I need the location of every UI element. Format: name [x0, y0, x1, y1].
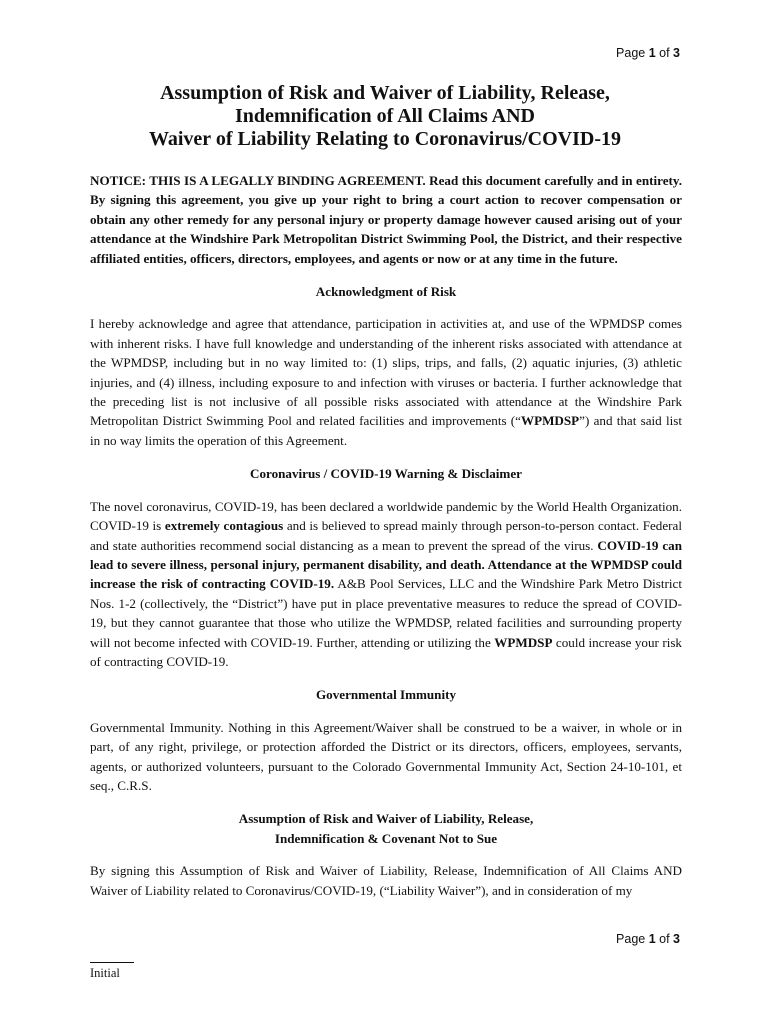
document-title — [60, 82, 710, 151]
initial-signature-line[interactable] — [90, 956, 134, 963]
paragraph-covid-warning: The novel coronavirus, COVID-19, has been declared a worldwide pandemic by the World Health Organization. COVID-19 is extremely contagious and is believed to spread mainly through person-to-person contact. Federal and state authorities recommend social distancing as a mean to prevent the spread of the virus. COVID-19 can lead to severe illness, personal injury, permanent disability, and death. Attendance at the WPMDSP could increase the risk of contracting COVID-19. A&B Pool Services, LLC and the Windshire Park Metro District Nos. 1-2 (collectively, the “District”) have put in place preventative measures to reduce the spread of COVID-19, but they cannot guarantee that those who utilize the WPMDSP, related facilities and surrounding property will not become infected with COVID-19. Further, attending or utilizing the WPMDSP could increase your risk of contracting COVID-19. — [90, 498, 682, 669]
heading-acknowledgment: Acknowledgment of Risk — [315, 284, 457, 300]
paragraph-governmental-immunity: Governmental Immunity. Nothing in this Agreement/Waiver shall be construed to be a waiver, in whole or in part, of any right, privilege, or protection afforded the District or its directors, officers, employees, servants, agents, or authorized volunteers, pursuant to the Colorado Governmental Immunity Act, Section 24-10-101, et seq., C.R.S. — [90, 719, 682, 793]
legal-notice: NOTICE: THIS IS A LEGALLY BINDING AGREEMENT. Read this document carefully and in entirety. By signing this agreement, you give up your right to bring a court action to recover compensation or obtain any other remedy for any personal injury or property damage however caused arising out of your attendance at the Windshire Park Metropolitan District Swimming Pool, the District, and their respective affiliated entities, officers, directors, employees, and agents or now or at any time in the future. — [90, 173, 682, 266]
heading-assumption-line-2: Indemnification & Covenant Not to Sue — [274, 830, 498, 846]
paragraph-acknowledgment: I hereby acknowledge and agree that attendance, participation in activities at, and use of the WPMDSP comes with inherent risks. I have full knowledge and understanding of the inherent risks associated with attendance at the WPMDSP, including but in no way limited to: (1) slips, trips, and falls, (2) aquatic injuries, (3) athletic injuries, and (4) illness, including exposure to and infection with viruses or bacteria. I further acknowledge that the preceding list is not inclusive of all possible risks associated with attendance at the Windshire Park Metropolitan District Swimming Pool and related facilities and improvements (“WPMDSP”) and that said list in no way limits the operation of this Agreement. — [90, 316, 682, 448]
heading-covid-warning: Coronavirus / COVID-19 Warning & Disclaimer — [250, 466, 522, 482]
heading-governmental-immunity: Governmental Immunity — [315, 687, 457, 703]
title-line-2: Indemnification of All Claims AND — [234, 105, 536, 127]
title-line-1: Assumption of Risk and Waiver of Liability, Release, — [160, 82, 610, 104]
title-line-3: Waiver of Liability Relating to Coronavirus/COVID-19 — [148, 128, 622, 150]
heading-assumption-of-risk — [90, 809, 682, 848]
initial-field[interactable] — [90, 956, 134, 980]
page-number-footer: Page 1 of 3 — [616, 932, 680, 946]
initial-label: Initial — [90, 966, 120, 980]
heading-assumption-line-1: Assumption of Risk and Waiver of Liability, Release, — [238, 811, 534, 827]
page-number-header: Page 1 of 3 — [616, 46, 680, 60]
paragraph-assumption-of-risk: By signing this Assumption of Risk and Waiver of Liability, Release, Indemnification of All Claims AND Waiver of Liability related to Coronavirus/COVID-19, (“Liability Waiver”), and in consideration of my — [90, 863, 682, 898]
document-body — [90, 171, 682, 900]
